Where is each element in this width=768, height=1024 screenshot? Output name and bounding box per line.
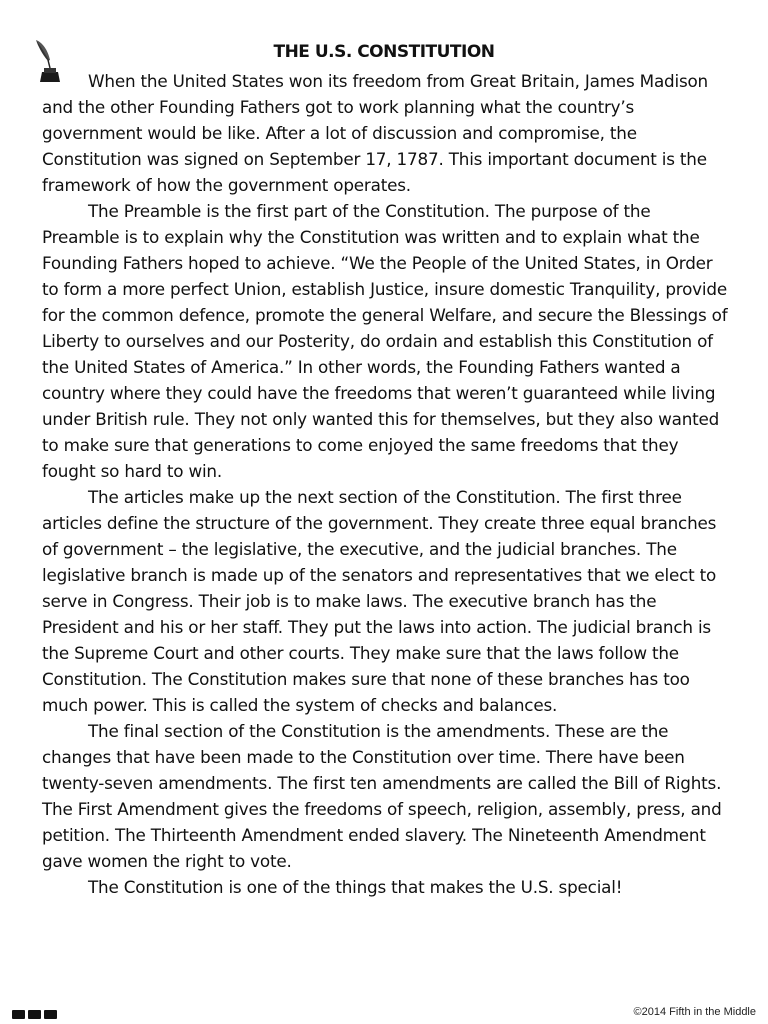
article-body	[42, 68, 732, 900]
footer-block	[44, 1010, 57, 1019]
paragraph-amendments: The final section of the Constitution is the amendments. These are the changes that have been made to the Constitution over time. There have been twenty-seven amendments. The first ten amendments are called the Bill of Rights. The First Amendment gives the freedoms of speech, religion, assembly, press, and petition. The Thirteenth Amendment ended slavery. The Nineteenth Amendment gave women the right to vote.	[42, 721, 722, 871]
paragraph-articles: The articles make up the next section of the Constitution. The first three articles define the structure of the government. They create three equal branches of government – the legislative, the executive, and the judicial branches. The legislative branch is made up of the senators and representatives that we elect to serve in Congress. Their job is to make laws. The executive branch has the President and his or her staff. They put the laws into action. The judicial branch is the Supreme Court and other courts. They make sure that the laws follow the Constitution. The Constitution makes sure that none of these branches has too much power. This is called the system of checks and balances.	[42, 487, 717, 715]
paragraph-preamble: The Preamble is the first part of the Constitution. The purpose of the Preamble is to explain why the Constitution was written and to explain what the Founding Fathers hoped to achieve. “We the People of the United States, in Order to form a more perfect Union, establish Justice, insure domestic Tranquility, provide for the common defence, promote the general Welfare, and secure the Blessings of Liberty to ourselves and our Posterity, do ordain and establish this Constitution of the United States of America.” In other words, the Founding Fathers wanted a country where they could have the freedoms that weren’t guaranteed while living under British rule. They not only wanted this for themselves, but they also wanted to make sure that generations to come enjoyed the same freedoms that they fought so hard to win.	[42, 201, 728, 481]
paragraph-intro: When the United States won its freedom from Great Britain, James Madison and the other Founding Fathers got to work planning what the country’s government would be like. After a lot of discussion and compromise, the Constitution was signed on September 17, 1787. This important document is the framework of how the government operates.	[42, 71, 708, 195]
page-title: THE U.S. CONSTITUTION	[273, 42, 495, 62]
footer-block	[28, 1010, 41, 1019]
copyright-notice: ©2014 Fifth in the Middle	[633, 1006, 756, 1018]
footer-decoration	[12, 1010, 57, 1019]
paragraph-conclusion: The Constitution is one of the things that makes the U.S. special!	[88, 877, 623, 897]
footer-block	[12, 1010, 25, 1019]
